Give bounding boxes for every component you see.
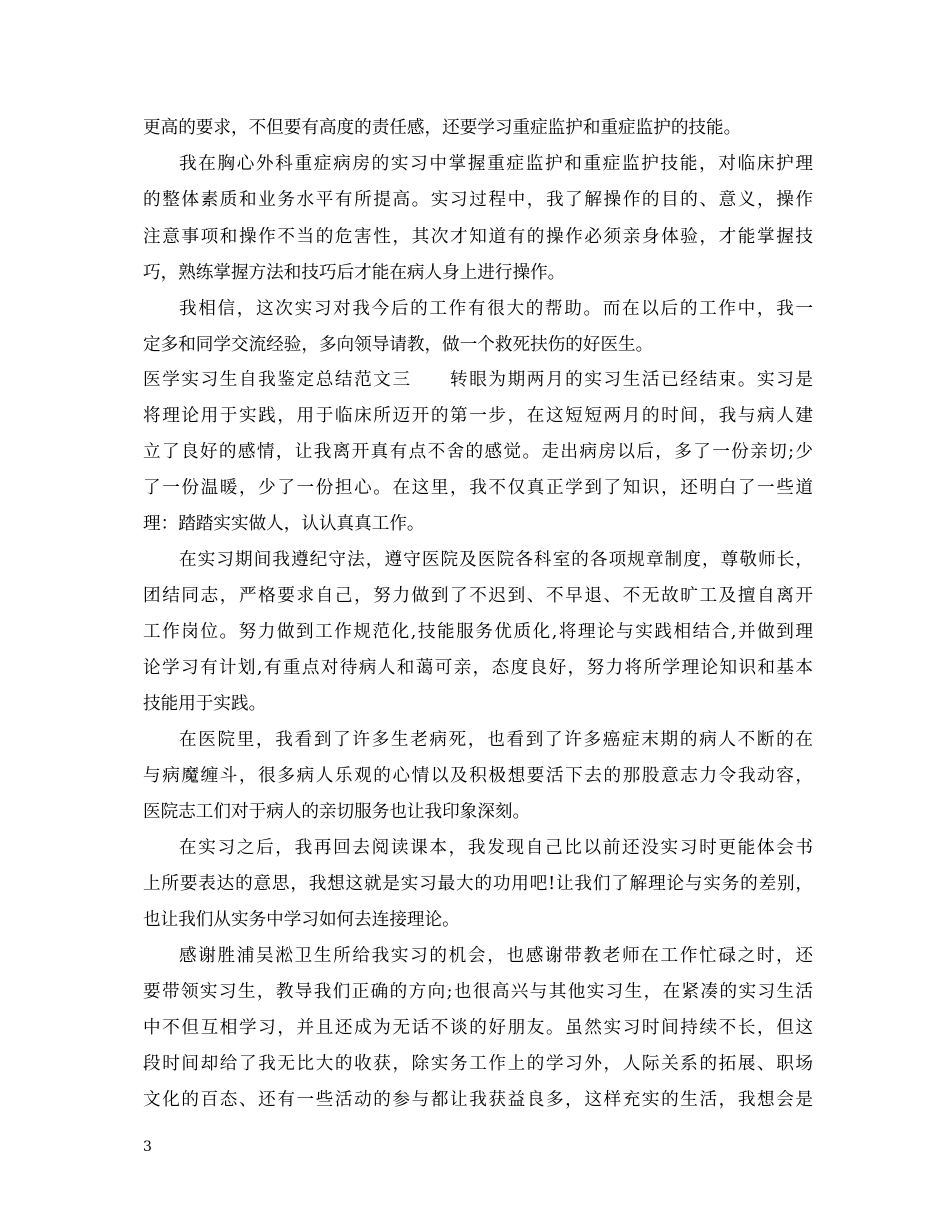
text-line-8: 医学实习生自我鉴定总结范文三 转眼为期两月的实习生活已经结束。实习是 — [143, 370, 813, 390]
text-line-26: 中不但互相学习，并且还成为无话不谈的好朋友。虽然实习时间持续不长，但这 — [143, 1018, 813, 1038]
text-line-15: 工作岗位。努力做到工作规范化,技能服务优质化,将理论与实践相结合,并做到理 — [143, 622, 813, 642]
text-line-12: 理：踏踏实实做人，认认真真工作。 — [143, 514, 425, 534]
text-line-19: 与病魔缠斗，很多病人乐观的心情以及积极想要活下去的那股意志力令我动容， — [143, 766, 813, 786]
text-line-24: 感谢胜浦吴淞卫生所给我实习的机会，也感谢带教老师在工作忙碌之时，还 — [179, 946, 813, 966]
text-line-5: 巧，熟练掌握方法和技巧后才能在病人身上进行操作。 — [143, 263, 566, 283]
text-line-27: 段时间却给了我无比大的收获，除实务工作上的学习外，人际关系的拓展、职场 — [143, 1054, 813, 1074]
text-line-6: 我相信，这次实习对我今后的工作有很大的帮助。而在以后的工作中，我一 — [179, 299, 813, 319]
text-line-21: 在实习之后，我再回去阅读课本，我发现自己比以前还没实习时更能体会书 — [179, 838, 813, 858]
text-line-10: 立了良好的感情，让我离开真有点不舍的感觉。走出病房以后，多了一份亲切;少 — [143, 442, 813, 462]
text-line-13: 在实习期间我遵纪守法，遵守医院及医院各科室的各项规章制度，尊敬师长， — [179, 550, 813, 570]
text-line-20: 医院志工们对于病人的亲切服务也让我印象深刻。 — [143, 802, 531, 822]
page-number: 3 — [143, 1139, 152, 1155]
text-line-25: 要带领实习生，教导我们正确的方向;也很高兴与其他实习生，在紧凑的实习生活 — [143, 982, 813, 1002]
text-line-23: 也让我们从实务中学习如何去连接理论。 — [143, 910, 460, 930]
text-line-14: 团结同志，严格要求自己，努力做到了不迟到、不早退、不无故旷工及擅自离开 — [143, 586, 813, 606]
text-line-18: 在医院里，我看到了许多生老病死，也看到了许多癌症末期的病人不断的在 — [179, 730, 813, 750]
text-line-11: 了一份温暖，少了一份担心。在这里，我不仅真正学到了知识，还明白了一些道 — [143, 478, 813, 498]
text-line-16: 论学习有计划,有重点对待病人和蔼可亲，态度良好，努力将所学理论知识和基本 — [143, 658, 813, 678]
text-line-3: 的整体素质和业务水平有所提高。实习过程中，我了解操作的目的、意义，操作 — [143, 190, 813, 210]
text-line-9: 将理论用于实践，用于临床所迈开的第一步，在这短短两月的时间，我与病人建 — [143, 406, 813, 426]
text-line-2: 我在胸心外科重症病房的实习中掌握重症监护和重症监护技能，对临床护理 — [179, 154, 813, 174]
text-line-4: 注意事项和操作不当的危害性，其次才知道有的操作必须亲身体验，才能掌握技 — [143, 227, 813, 247]
text-line-1: 更高的要求，不但要有高度的责任感，还要学习重症监护和重症监护的技能。 — [143, 118, 742, 138]
text-line-22: 上所要表达的意思，我想这就是实习最大的功用吧!让我们了解理论与实务的差别， — [143, 874, 813, 894]
text-line-28: 文化的百态、还有一些活动的参与都让我获益良多，这样充实的生活，我想会是 — [143, 1090, 813, 1110]
text-line-7: 定多和同学交流经验，多向领导请教，做一个救死扶伤的好医生。 — [143, 335, 654, 355]
text-line-17: 技能用于实践。 — [143, 694, 267, 714]
